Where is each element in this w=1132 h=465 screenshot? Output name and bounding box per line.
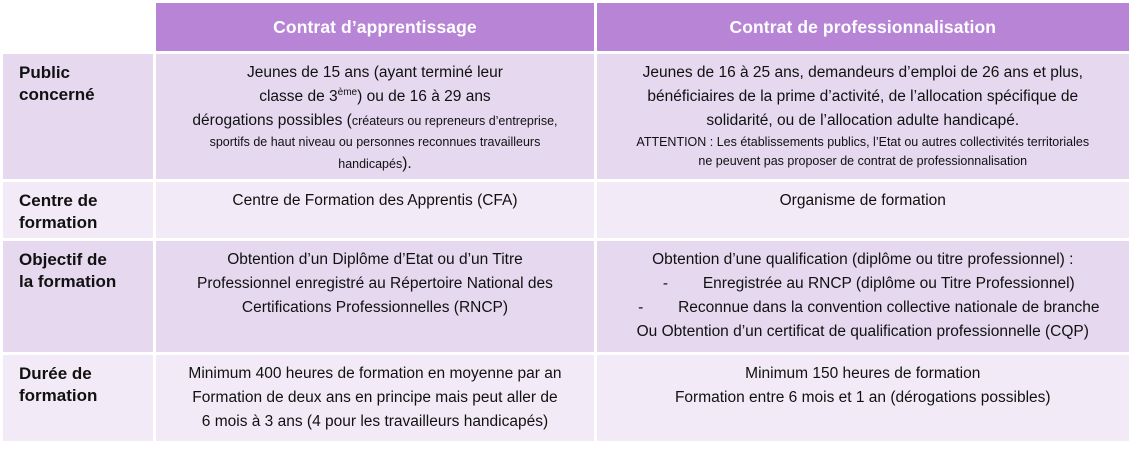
header-corner (3, 3, 153, 51)
row-label-duree: Durée de formation (3, 355, 153, 441)
cell-public-apprentissage: Jeunes de 15 ans (ayant terminé leur classe de 3ème) ou de 16 à 29 ans dérogations possibles (créateurs ou repreneurs d’entreprise, sportifs de haut niveau ou personnes reconnues travailleurs handicapés). (156, 54, 593, 179)
header-apprentissage: Contrat d’apprentissage (156, 3, 593, 51)
cell-objectif-apprentissage: Obtention d’un Diplôme d’Etat ou d’un Titre Professionnel enregistré au Répertoire National des Certifications Professionnelles (RNCP) (156, 241, 593, 352)
cell-centre-apprentissage: Centre de Formation des Apprentis (CFA) (156, 182, 593, 238)
bullet-convention: - Reconnue dans la convention collective nationale de branche (638, 299, 1100, 316)
bullet-rncp: - Enregistrée au RNCP (diplôme ou Titre Professionnel) (662, 275, 1075, 292)
row-label-objectif: Objectif de la formation (3, 241, 153, 352)
row-label-centre: Centre de formation (3, 182, 153, 238)
cell-objectif-professionnalisation: Obtention d’une qualification (diplôme ou titre professionnel) : - Enregistrée au RNCP (diplôme ou Titre Professionnel) - Reconnue dans la convention collective nationale de branche Ou Obtention d’un certificat de qualification professionnelle (CQP) (597, 241, 1129, 352)
cell-public-professionnalisation: Jeunes de 16 à 25 ans, demandeurs d’emploi de 26 ans et plus, bénéficiaires de la prime d’activité, de l’allocation spécifique de solidarité, ou de l’allocation adulte handicapé. ATTENTION : Les établissements publics, l’Etat ou autres collectivités territoriales ne peuvent pas proposer de contrat de professionnalisation (597, 54, 1129, 179)
header-row (3, 3, 1129, 51)
cell-duree-professionnalisation: Minimum 150 heures de formation Formation entre 6 mois et 1 an (dérogations possibles) (597, 355, 1129, 441)
row-label-public: Public concerné (3, 54, 153, 179)
row-centre (3, 182, 1129, 238)
cell-duree-apprentissage: Minimum 400 heures de formation en moyenne par an Formation de deux ans en principe mais peut aller de 6 mois à 3 ans (4 pour les travailleurs handicapés) (156, 355, 593, 441)
row-duree (3, 355, 1129, 441)
row-objectif (3, 241, 1129, 352)
header-professionnalisation: Contrat de professionnalisation (597, 3, 1129, 51)
cell-centre-professionnalisation: Organisme de formation (597, 182, 1129, 238)
row-public (3, 54, 1129, 179)
